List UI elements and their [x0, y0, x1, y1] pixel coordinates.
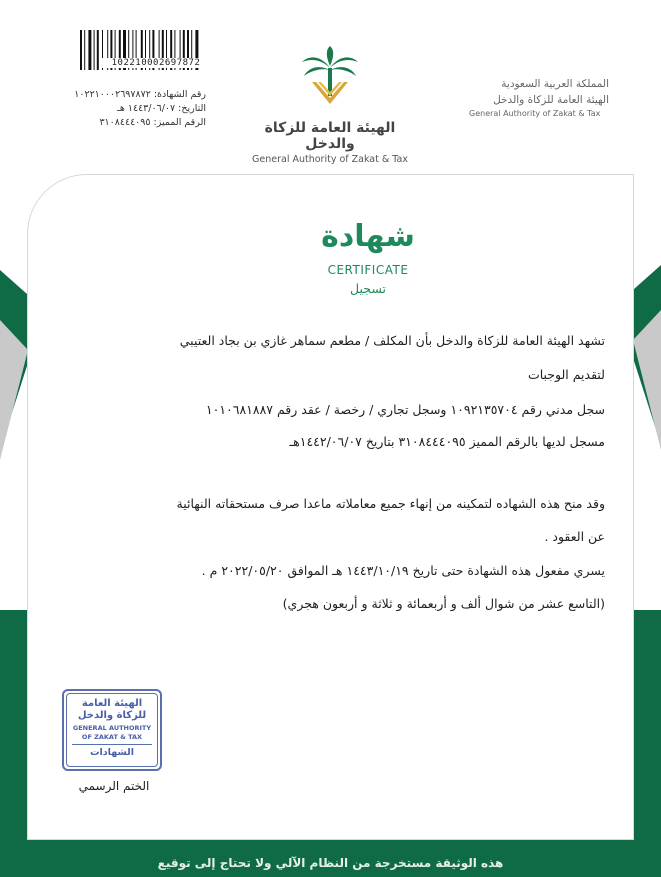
- seal-caption: الختم الرسمي: [78, 779, 150, 793]
- footer-note: هذه الوثيقة مستخرجة من النظام الآلي ولا تحتاج إلى توقيع: [157, 856, 504, 870]
- certificate-date: التاريخ: ١٤٤٣/٠٦/٠٧ هـ: [117, 103, 206, 114]
- certificate-title-ar: شهادة: [321, 219, 415, 254]
- body-line-5: وقد منح هذه الشهاده لتمكينه من إنهاء جميع معاملاته ماعدا صرف مستحقاته النهائية: [176, 496, 605, 511]
- seal-text-en-1: GENERAL AUTHORITY: [72, 724, 152, 732]
- decor-stripe-right-grey: [633, 310, 661, 450]
- gov-authority-ar: الهيئة العامة للزكاة والدخل: [493, 94, 609, 106]
- government-header: [469, 76, 609, 120]
- seal-text-en-2: OF ZAKAT & TAX: [81, 733, 143, 741]
- certificate-number: رقم الشهادة: ١٠٢٢١٠٠٠٢٦٩٧٨٧٢: [74, 89, 206, 100]
- body-line-8: (التاسع عشر من شوال ألف و أربعمائة و ثلاثة و أربعون هجري): [282, 596, 605, 611]
- authority-name-en: General Authority of Zakat & Tax: [252, 154, 408, 165]
- barcode-number: 102210002697872: [102, 58, 210, 68]
- decor-stripe-left-grey: [0, 320, 28, 460]
- seal-divider: [72, 744, 152, 745]
- body-line-2: لتقديم الوجبات: [527, 367, 605, 382]
- official-seal: [62, 689, 166, 793]
- certificate-meta: [66, 88, 206, 130]
- seal-text-ar-2: للزكاة والدخل: [77, 710, 147, 721]
- authority-logo: [245, 46, 415, 165]
- kingdom-name: المملكة العربية السعودية: [501, 78, 609, 90]
- body-line-1: تشهد الهيئة العامة للزكاة والدخل بأن المكلف / مطعم سماهر غازي بن بجاد العتيبي: [179, 333, 605, 348]
- certificate-title-en: CERTIFICATE: [327, 263, 409, 277]
- body-line-7: يسري مفعول هذه الشهادة حتى تاريخ ١٤٤٣/١٠/١٩ هـ الموافق ٢٠٢٢/٠٥/٢٠ م .: [201, 563, 605, 578]
- gov-authority-en: General Authority of Zakat & Tax: [469, 109, 601, 118]
- body-line-4: مسجل لديها بالرقم المميز ٣١٠٨٤٤٤٠٩٥ بتاريخ ١٤٤٢/٠٦/٠٧هـ: [289, 434, 605, 449]
- body-line-3: سجل مدني رقم ١٠٩٢١٣٥٧٠٤ وسجل تجاري / رخصة / عقد رقم ١٠١٠٦٨١٨٨٧: [205, 402, 605, 417]
- authority-name-ar: الهيئة العامة للزكاة والدخل: [264, 120, 396, 152]
- seal-text-ar-1: الهيئة العامة: [81, 698, 143, 709]
- palm-emblem-icon: [298, 46, 362, 112]
- seal-text-ar-3: الشهادات: [89, 747, 134, 758]
- certificate-type: تسجيل: [350, 281, 386, 296]
- tin-number: الرقم المميز: ٣١٠٨٤٤٤٠٩٥: [99, 117, 206, 128]
- seal-stamp: [62, 689, 162, 771]
- body-line-6: عن العقود .: [544, 529, 605, 544]
- certificate-card: [27, 174, 634, 840]
- barcode-block: [78, 30, 230, 68]
